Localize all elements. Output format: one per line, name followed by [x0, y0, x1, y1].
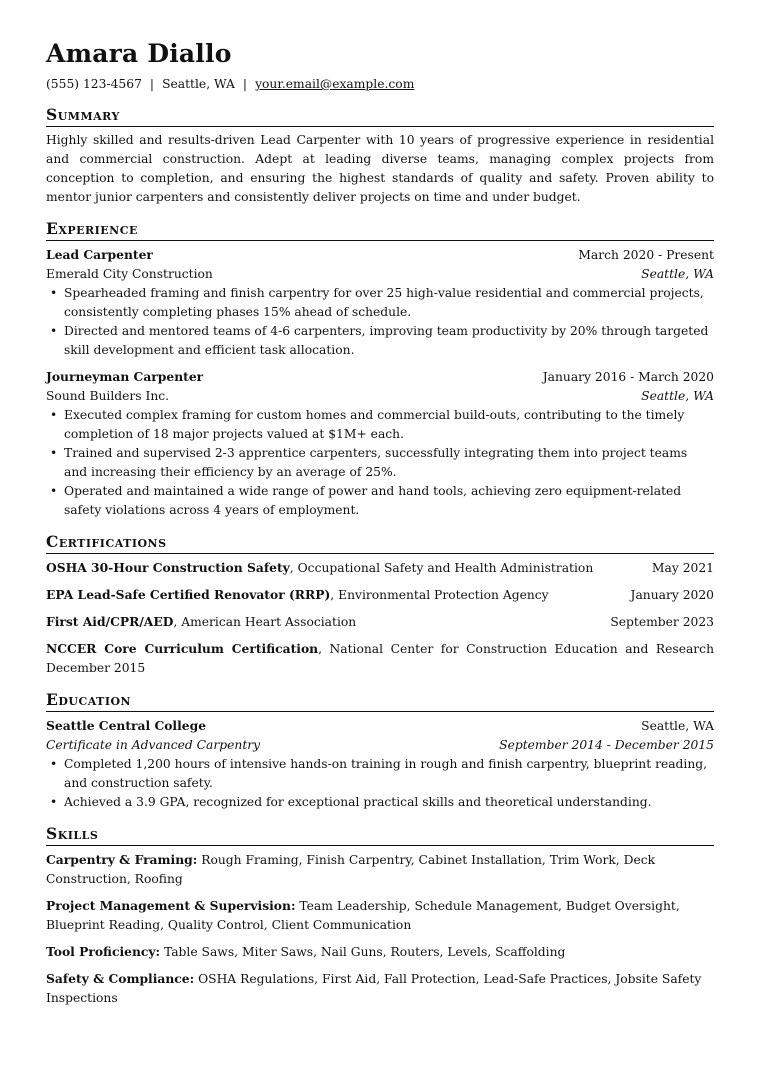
certification-date: January 2020	[630, 588, 714, 602]
section-title-skills: Skills	[46, 824, 714, 846]
certification-name: NCCER Core Curriculum Certification	[46, 641, 319, 656]
certification-name: OSHA 30-Hour Construction Safety	[46, 560, 290, 575]
bullet-item: • Completed 1,200 hours of intensive hands-on training in rough and finish carpentry, blueprint reading, and construction safety.	[64, 755, 714, 793]
contact-separator: |	[149, 77, 155, 91]
skill-value: Rough Framing, Finish Carpentry, Cabinet Installation, Trim Work, Deck Construction, Roofing	[46, 853, 656, 886]
job-dates: March 2020 - Present	[578, 248, 714, 262]
certification-name: EPA Lead-Safe Certified Renovator (RRP)	[46, 587, 331, 602]
certification-date: May 2021	[651, 561, 714, 575]
contact-separator: |	[242, 77, 248, 91]
certification-issuer: , National Center for Construction Education and Research December 2015	[46, 642, 714, 675]
certification-item	[46, 612, 714, 632]
certification-issuer: , American Heart Association	[173, 615, 357, 629]
company-name: Emerald City Construction	[46, 267, 213, 281]
experience-list	[46, 245, 714, 520]
certification-item	[46, 558, 714, 578]
skill-label: Project Management & Supervision:	[46, 898, 296, 913]
school-location: Seattle, WA	[641, 719, 714, 733]
skill-label: Tool Proficiency:	[46, 944, 161, 959]
certification-item	[46, 639, 714, 678]
bullet-item: • Spearheaded framing and finish carpentry for over 25 high-value residential and commercial projects, consistently completing phases 15% ahead of schedule.	[64, 284, 714, 322]
job-title: Lead Carpenter	[46, 247, 153, 262]
bullet-item: • Achieved a 3.9 GPA, recognized for exceptional practical skills and theoretical understanding.	[64, 793, 714, 812]
education-dates: September 2014 - December 2015	[499, 738, 714, 752]
job-location: Seattle, WA	[641, 389, 714, 403]
job-entry	[46, 367, 714, 520]
skill-label: Carpentry & Framing:	[46, 852, 198, 867]
candidate-name: Amara Diallo	[46, 39, 232, 68]
skill-group	[46, 942, 714, 962]
school-name: Seattle Central College	[46, 718, 207, 733]
job-entry	[46, 245, 714, 360]
bullet-item: • Executed complex framing for custom homes and commercial build-outs, contributing to the timely completion of 18 major projects valued at $1M+ each.	[64, 406, 714, 444]
skill-group	[46, 850, 714, 889]
skills-list	[46, 850, 714, 1008]
certification-name: First Aid/CPR/AED	[46, 614, 174, 629]
skill-value: Table Saws, Miter Saws, Nail Guns, Routers, Levels, Scaffolding	[160, 945, 566, 959]
section-title-certifications: Certifications	[46, 532, 714, 554]
section-title-experience: Experience	[46, 219, 714, 241]
certification-issuer: , Occupational Safety and Health Administration	[289, 561, 594, 575]
skill-label: Safety & Compliance:	[46, 971, 195, 986]
certification-list	[46, 558, 714, 678]
summary-text: Highly skilled and results-driven Lead Carpenter with 10 years of progressive experience in residential and commercial construction. Adept at leading diverse teams, managing complex projects from conception to completion, and ensuring the highest standards of quality and safety. Proven ability to mentor junior carpenters and consistently deliver projects on time and under budget.	[46, 133, 714, 204]
email-link[interactable]: your.email@example.com	[255, 77, 415, 91]
job-title: Journeyman Carpenter	[46, 369, 204, 384]
job-location: Seattle, WA	[641, 267, 714, 281]
degree-name: Certificate in Advanced Carpentry	[46, 738, 261, 752]
phone: (555) 123-4567	[46, 77, 142, 91]
job-dates: January 2016 - March 2020	[542, 370, 714, 384]
certification-item	[46, 585, 714, 605]
bullet-item: • Trained and supervised 2-3 apprentice carpenters, successfully integrating them into project teams and increasing their efficiency by an average of 25%.	[64, 444, 714, 482]
certification-date: September 2023	[610, 615, 714, 629]
location: Seattle, WA	[162, 77, 235, 91]
job-bullets	[46, 284, 714, 360]
skill-group	[46, 969, 714, 1008]
skill-value: OSHA Regulations, First Aid, Fall Protection, Lead-Safe Practices, Jobsite Safety Inspections	[46, 972, 702, 1005]
certification-issuer: , Environmental Protection Agency	[330, 588, 549, 602]
skill-group	[46, 896, 714, 935]
bullet-item: • Directed and mentored teams of 4-6 carpenters, improving team productivity by 20% through targeted skill development and efficient task allocation.	[64, 322, 714, 360]
education-bullets	[46, 755, 714, 812]
education-entry	[46, 716, 714, 812]
section-title-summary: Summary	[46, 105, 714, 127]
bullet-item: • Operated and maintained a wide range of power and hand tools, achieving zero equipment-related safety violations across 4 years of employment.	[64, 482, 714, 520]
company-name: Sound Builders Inc.	[46, 389, 170, 403]
section-title-education: Education	[46, 690, 714, 712]
skill-value: Team Leadership, Schedule Management, Budget Oversight, Blueprint Reading, Quality Control, Client Communication	[46, 899, 680, 932]
contact-line	[46, 76, 714, 93]
job-bullets	[46, 406, 714, 520]
